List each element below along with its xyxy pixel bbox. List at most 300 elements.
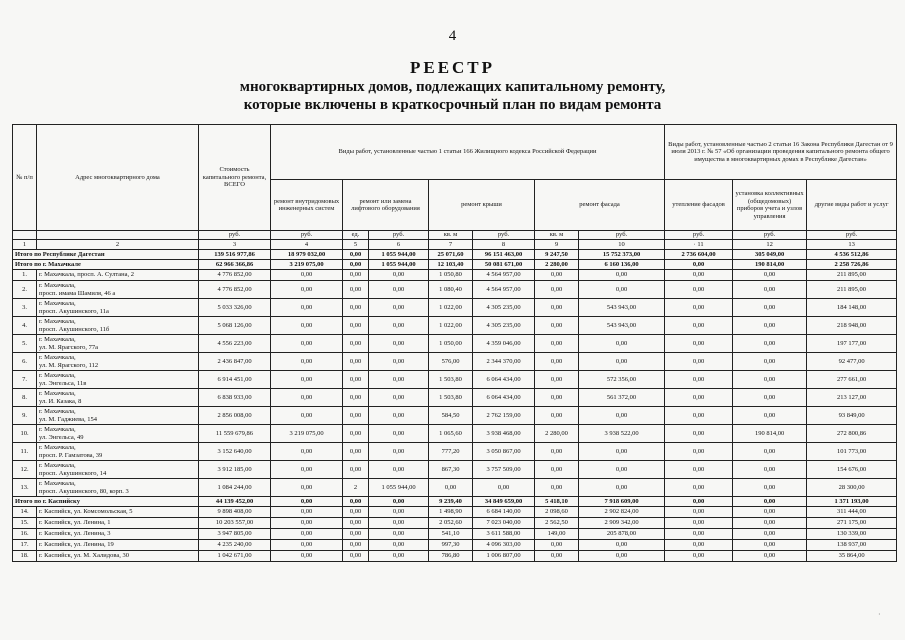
address-line-1: г. Махачкала, [39,444,76,451]
value-cell: 149,00 [535,529,579,540]
address-cell [37,389,199,407]
address-line-1: г. Махачкала, [39,300,76,307]
address-cell [37,353,199,371]
address-line-2: просп. Акушинского, 14 [39,469,107,477]
address-cell [37,299,199,317]
table-row [13,461,897,479]
unit-cell: руб. [369,231,429,240]
table-row [13,479,897,497]
value-cell: 0,00 [343,299,369,317]
address-line-2: ул. Энгельса, 11в [39,379,87,387]
value-cell: 0,00 [733,389,807,407]
value-cell: 0,00 [665,353,733,371]
value-cell: 3 947 805,00 [199,529,271,540]
value-cell: 9 898 408,00 [199,507,271,518]
address-cell [37,518,199,529]
scan-mark: · [878,610,881,619]
total-value: 12 103,40 [429,260,473,270]
value-cell: 0,00 [271,529,343,540]
value-cell: 93 849,00 [807,407,897,425]
address-line-1: г. Каспийск, ул. Ленина, 1 [39,519,111,527]
value-cell: 0,00 [343,389,369,407]
value-cell: 0,00 [733,371,807,389]
value-cell: 154 676,00 [807,461,897,479]
value-cell: 3 757 509,00 [473,461,535,479]
address-line-1: г. Махачкала, [39,426,76,433]
value-cell: 0,00 [343,461,369,479]
column-number: · 11 [665,240,733,250]
value-cell: 0,00 [271,507,343,518]
address-line-2: ул. М. Ярагского, 112 [39,361,99,369]
value-cell: 0,00 [733,540,807,551]
row-number: 16. [13,529,37,540]
value-cell: 0,00 [665,335,733,353]
table-row [13,281,897,299]
total-value: 6 160 136,00 [579,260,665,270]
total-value: 4 536 512,86 [807,250,897,260]
address-line-1: г. Каспийск, ул. М. Халидова, 30 [39,552,129,560]
value-cell: 0,00 [369,299,429,317]
table-row [13,443,897,461]
table-row [13,353,897,371]
address-line-1: г. Махачкала, [39,282,76,289]
value-cell: 0,00 [369,425,429,443]
total-value: 0,00 [343,250,369,260]
row-number: 18. [13,551,37,562]
value-cell: 0,00 [535,353,579,371]
value-cell: 0,00 [579,551,665,562]
total-value: 96 151 463,00 [473,250,535,260]
value-cell: 211 895,00 [807,281,897,299]
value-cell: 0,00 [369,371,429,389]
total-value: 5 418,10 [535,497,579,507]
address-line-1: г. Махачкала, [39,336,76,343]
column-numbers-row [13,240,897,250]
total-value: 0,00 [665,260,733,270]
value-cell: 4 564 957,00 [473,270,535,281]
table-row [13,389,897,407]
value-cell: 0,00 [343,335,369,353]
value-cell: 0,00 [579,461,665,479]
value-cell: 0,00 [733,335,807,353]
value-cell: 0,00 [733,529,807,540]
total-value: 9 247,50 [535,250,579,260]
title-main: РЕЕСТР [409,58,496,77]
value-cell: 0,00 [665,443,733,461]
column-number: 12 [733,240,807,250]
table-row [13,529,897,540]
address-cell [37,371,199,389]
value-cell: 0,00 [369,407,429,425]
value-cell: 543 943,00 [579,299,665,317]
value-cell: 0,00 [535,461,579,479]
column-number: 1 [13,240,37,250]
value-cell: 0,00 [665,317,733,335]
value-cell: 0,00 [369,443,429,461]
value-cell: 0,00 [535,281,579,299]
value-cell: 0,00 [733,518,807,529]
value-cell: 1 065,60 [429,425,473,443]
value-cell: 0,00 [535,443,579,461]
table-row [13,371,897,389]
address-line-1: г. Каспийск, ул. Ленина, 3 [39,530,111,538]
total-value: 1 371 193,00 [807,497,897,507]
value-cell: 4 776 852,00 [199,270,271,281]
header-group-2: Виды работ, установленные частью 2 статьи 16 Закона Республики Дагестан от 9 июля 2013 г. № 57 «Об организации проведения капитального ремонта общего имущества в многоквартирных домах в Республике Дагестан» [665,125,897,180]
value-cell: 10 203 557,00 [199,518,271,529]
address-line-1: г. Махачкала, просп. А. Султана, 2 [39,271,135,279]
total-value: 139 516 977,86 [199,250,271,260]
total-value: 44 139 452,00 [199,497,271,507]
value-cell: 0,00 [579,479,665,497]
value-cell: 4 305 235,00 [473,317,535,335]
value-cell: 0,00 [535,389,579,407]
value-cell: 101 773,00 [807,443,897,461]
value-cell: 1 022,00 [429,299,473,317]
address-cell [37,317,199,335]
value-cell: 3 938 522,00 [579,425,665,443]
unit-cell: кв. м [429,231,473,240]
value-cell: 867,30 [429,461,473,479]
total-value: 2 280,00 [535,260,579,270]
total-label: Итого по Республике Дагестан [13,250,199,260]
unit-cell: руб. [733,231,807,240]
header-lift: ремонт или замена лифтового оборудования [343,180,429,231]
value-cell: 205 878,00 [579,529,665,540]
address-line-2: ул. М. Ярагского, 77а [39,343,98,351]
value-cell: 0,00 [343,551,369,562]
value-cell: 561 372,00 [579,389,665,407]
value-cell: 3 152 640,00 [199,443,271,461]
value-cell: 0,00 [271,371,343,389]
address-line-2: ул. М. Гаджиева, 154 [39,415,97,423]
address-cell [37,461,199,479]
value-cell: 0,00 [369,518,429,529]
value-cell: 0,00 [343,443,369,461]
value-cell: 0,00 [733,551,807,562]
value-cell: 0,00 [579,353,665,371]
value-cell: 576,00 [429,353,473,371]
row-number: 12. [13,461,37,479]
value-cell: 1 006 807,00 [473,551,535,562]
header-insulation: утепление фасадов [665,180,733,231]
value-cell: 6 914 451,00 [199,371,271,389]
value-cell: 4 556 223,00 [199,335,271,353]
value-cell: 0,00 [343,507,369,518]
value-cell: 1 022,00 [429,317,473,335]
value-cell: 2 098,60 [535,507,579,518]
value-cell: 2 052,60 [429,518,473,529]
header-num: № п/п [13,125,37,231]
row-number: 6. [13,353,37,371]
table-row [13,299,897,317]
row-number: 13. [13,479,37,497]
value-cell: 0,00 [733,507,807,518]
value-cell: 997,30 [429,540,473,551]
value-cell: 0,00 [535,371,579,389]
units-row [13,231,897,240]
total-value: 0,00 [271,497,343,507]
value-cell: 0,00 [271,540,343,551]
value-cell: 0,00 [271,353,343,371]
value-cell: 0,00 [271,443,343,461]
value-cell: 0,00 [369,461,429,479]
total-value: 2 258 726,86 [807,260,897,270]
row-number: 7. [13,371,37,389]
value-cell: 0,00 [535,270,579,281]
value-cell: 4 305 235,00 [473,299,535,317]
value-cell: 0,00 [733,353,807,371]
value-cell: 0,00 [535,335,579,353]
total-label: Итого по г. Махачкале [13,260,199,270]
total-value: 305 049,00 [733,250,807,260]
value-cell: 0,00 [665,461,733,479]
total-label: Итого по г. Каспийску [13,497,199,507]
value-cell: 2 562,50 [535,518,579,529]
value-cell: 0,00 [665,299,733,317]
value-cell: 0,00 [665,507,733,518]
unit-cell [13,231,37,240]
value-cell: 1 084 244,00 [199,479,271,497]
value-cell: 130 339,00 [807,529,897,540]
value-cell: 2 902 824,00 [579,507,665,518]
value-cell: 0,00 [579,443,665,461]
value-cell: 0,00 [271,281,343,299]
row-number: 14. [13,507,37,518]
value-cell: 0,00 [369,353,429,371]
value-cell: 0,00 [343,353,369,371]
value-cell: 0,00 [535,407,579,425]
value-cell: 272 800,86 [807,425,897,443]
header-roof: ремонт крыши [429,180,535,231]
value-cell: 0,00 [271,335,343,353]
value-cell: 0,00 [369,529,429,540]
value-cell: 541,10 [429,529,473,540]
unit-cell: руб. [807,231,897,240]
title-line-3: которые включены в краткосрочный план по видам ремонта [243,97,662,113]
value-cell: 0,00 [665,540,733,551]
title-line-2: многоквартирных домов, подлежащих капитальному ремонту, [239,79,666,95]
value-cell: 6 064 434,00 [473,389,535,407]
value-cell: 0,00 [665,371,733,389]
value-cell: 0,00 [271,479,343,497]
value-cell: 0,00 [665,479,733,497]
value-cell: 211 895,00 [807,270,897,281]
value-cell: 1 503,80 [429,389,473,407]
total-value: 9 239,40 [429,497,473,507]
row-number: 15. [13,518,37,529]
value-cell: 0,00 [535,299,579,317]
value-cell: 1 050,80 [429,270,473,281]
value-cell: 0,00 [343,317,369,335]
value-cell: 0,00 [271,407,343,425]
unit-cell: руб. [579,231,665,240]
value-cell: 0,00 [733,461,807,479]
value-cell: 0,00 [369,389,429,407]
address-line-1: г. Каспийск, ул. Ленина, 19 [39,541,114,549]
value-cell: 4 235 240,00 [199,540,271,551]
header-cost: Стоимость капитального ремонта, ВСЕГО [199,125,271,231]
unit-cell: ед. [343,231,369,240]
value-cell: 0,00 [429,479,473,497]
total-row [13,260,897,270]
value-cell: 0,00 [369,540,429,551]
header-facade: ремонт фасада [535,180,665,231]
unit-cell: кв. м [535,231,579,240]
value-cell: 0,00 [733,443,807,461]
value-cell: 2 909 342,00 [579,518,665,529]
value-cell: 11 559 679,86 [199,425,271,443]
row-number: 11. [13,443,37,461]
value-cell: 0,00 [535,317,579,335]
value-cell: 4 564 957,00 [473,281,535,299]
address-line-2: просп. Р. Гамзатова, 39 [39,451,103,459]
address-line-1: г. Махачкала, [39,318,76,325]
value-cell: 3 219 075,00 [271,425,343,443]
value-cell: 0,00 [369,507,429,518]
value-cell: 2 856 008,00 [199,407,271,425]
value-cell: 0,00 [535,551,579,562]
row-number: 17. [13,540,37,551]
column-number: 9 [535,240,579,250]
value-cell: 0,00 [343,407,369,425]
total-value: 25 071,60 [429,250,473,260]
address-cell [37,507,199,518]
total-row [13,497,897,507]
address-cell [37,443,199,461]
value-cell: 92 477,00 [807,353,897,371]
registry-table [12,124,897,562]
value-cell: 0,00 [343,281,369,299]
value-cell: 3 912 185,00 [199,461,271,479]
value-cell: 0,00 [369,317,429,335]
total-value: 0,00 [369,497,429,507]
value-cell: 2 436 847,00 [199,353,271,371]
value-cell: 0,00 [579,281,665,299]
address-cell [37,335,199,353]
value-cell: 138 937,00 [807,540,897,551]
total-value: 50 081 671,00 [473,260,535,270]
column-number: 4 [271,240,343,250]
value-cell: 2 762 159,00 [473,407,535,425]
value-cell: 0,00 [343,425,369,443]
row-number: 5. [13,335,37,353]
total-value: 0,00 [343,497,369,507]
total-value: 1 055 944,00 [369,260,429,270]
total-value: 1 055 944,00 [369,250,429,260]
value-cell: 213 127,00 [807,389,897,407]
address-line-1: г. Махачкала, [39,390,76,397]
value-cell: 3 611 588,00 [473,529,535,540]
value-cell: 1 080,40 [429,281,473,299]
address-cell [37,407,199,425]
document-title [0,58,905,114]
value-cell: 0,00 [343,529,369,540]
value-cell: 0,00 [665,425,733,443]
value-cell: 35 864,00 [807,551,897,562]
total-value: 18 979 032,00 [271,250,343,260]
address-line-1: г. Махачкала, [39,480,76,487]
address-cell [37,540,199,551]
value-cell: 0,00 [665,270,733,281]
row-number: 1. [13,270,37,281]
value-cell: 1 042 671,00 [199,551,271,562]
value-cell: 5 033 326,00 [199,299,271,317]
address-cell [37,425,199,443]
value-cell: 0,00 [369,281,429,299]
table-row [13,407,897,425]
table-row [13,317,897,335]
address-line-2: просп. Акушинского, 11а [39,307,109,315]
total-value: 62 966 366,86 [199,260,271,270]
value-cell: 777,20 [429,443,473,461]
value-cell: 0,00 [343,540,369,551]
row-number: 8. [13,389,37,407]
unit-cell: руб. [271,231,343,240]
value-cell: 2 280,00 [535,425,579,443]
value-cell: 0,00 [535,479,579,497]
address-line-1: г. Каспийск, ул. Комсомольская, 5 [39,508,133,516]
value-cell: 1 050,00 [429,335,473,353]
value-cell: 0,00 [271,518,343,529]
header-other: другие виды работ и услуг [807,180,897,231]
value-cell: 190 814,00 [733,425,807,443]
row-number: 9. [13,407,37,425]
table-row [13,507,897,518]
value-cell: 584,50 [429,407,473,425]
total-row [13,250,897,260]
value-cell: 0,00 [665,529,733,540]
address-line-2: просп. Акушинского, 11б [39,325,110,333]
value-cell: 0,00 [343,270,369,281]
value-cell: 0,00 [271,270,343,281]
address-line-2: ул. И. Казака, 8 [39,397,82,405]
column-number: 13 [807,240,897,250]
table-row [13,518,897,529]
value-cell: 4 096 303,00 [473,540,535,551]
value-cell: 0,00 [369,270,429,281]
value-cell: 311 444,00 [807,507,897,518]
total-value: 190 814,00 [733,260,807,270]
total-value: 2 736 604,00 [665,250,733,260]
address-line-2: ул. Энгельса, 49 [39,433,84,441]
column-number: 7 [429,240,473,250]
value-cell: 0,00 [473,479,535,497]
table-row [13,540,897,551]
column-number: 2 [37,240,199,250]
address-line-2: просп. имама Шамиля, 46 а [39,289,116,297]
address-line-2: просп. Акушинского, 80, корп. 3 [39,487,129,495]
value-cell: 0,00 [271,299,343,317]
value-cell: 0,00 [733,407,807,425]
value-cell: 3 050 867,00 [473,443,535,461]
table-row [13,270,897,281]
value-cell: 197 177,00 [807,335,897,353]
value-cell: 7 023 040,00 [473,518,535,529]
value-cell: 28 300,00 [807,479,897,497]
value-cell: 0,00 [579,270,665,281]
value-cell: 0,00 [665,518,733,529]
header-address: Адрес многоквартирного дома [37,125,199,231]
value-cell: 572 356,00 [579,371,665,389]
value-cell: 2 344 370,00 [473,353,535,371]
page-number: 4 [448,28,457,44]
value-cell: 0,00 [271,461,343,479]
row-number: 2. [13,281,37,299]
value-cell: 271 175,00 [807,518,897,529]
column-number: 5 [343,240,369,250]
value-cell: 0,00 [665,407,733,425]
